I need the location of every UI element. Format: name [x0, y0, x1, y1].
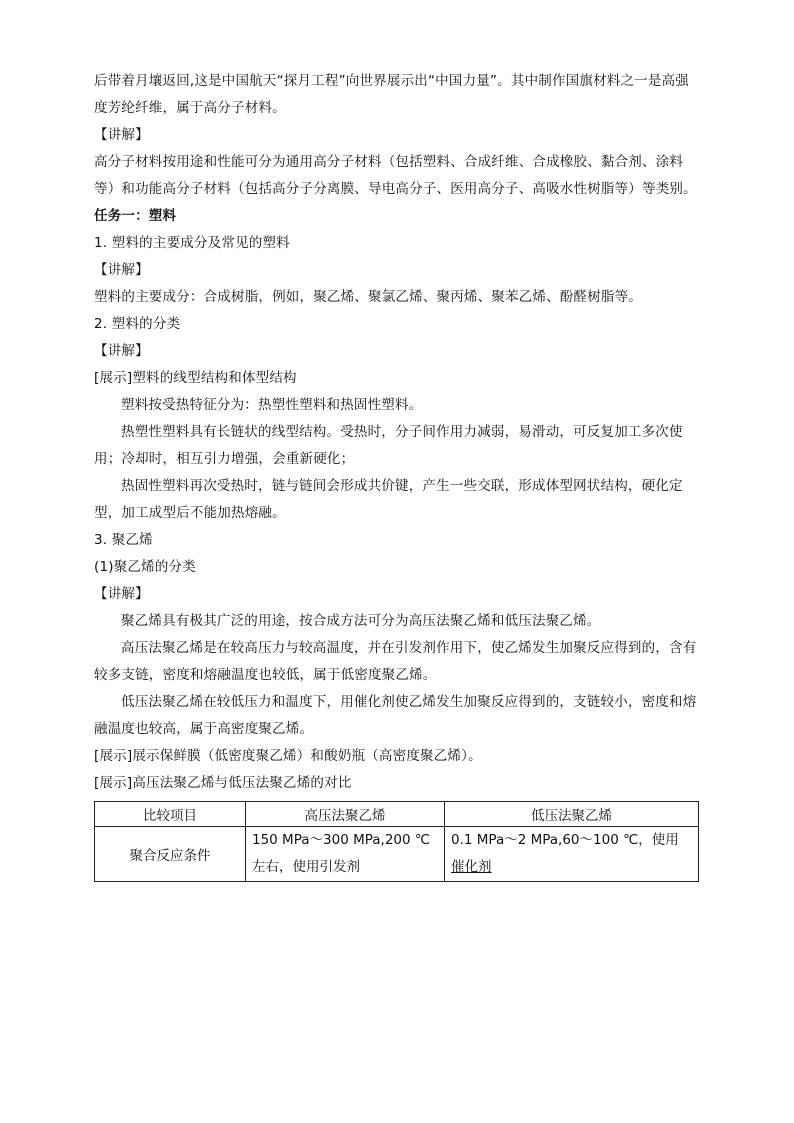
intro-line-1: 后带着月壤返回,这是中国航天“探月工程”向世界展示出“中国力量”。其中制作国旗材料之一是高强: [94, 73, 689, 89]
paragraph: 高分子材料按用途和性能可分为通用高分子材料（包括塑料、合成纤维、合成橡胶、黏合剂、涂料等）和功能高分子材料（包括高分子分离膜、导电高分子、医用高分子、高吸水性树脂等）等类别。: [94, 154, 697, 197]
comparison-table: [94, 801, 699, 882]
intro-line-2: 度芳纶纤维，属于高分子材料。: [94, 100, 286, 116]
table-row: [95, 827, 699, 882]
subsection-subtitle: (1)聚乙烯的分类: [94, 559, 196, 575]
table-header-cell: 比较项目: [95, 802, 246, 827]
document-page: [94, 68, 700, 882]
table-header-cell: 高压法聚乙烯: [246, 802, 445, 827]
subsection-title: 2. 塑料的分类: [94, 316, 181, 332]
section-heading: 【讲解】: [94, 127, 149, 143]
cell-text: 0.1 MPa～2 MPa,60～100 ℃，使用: [451, 832, 679, 848]
subsection-title: 3. 聚乙烯: [94, 532, 153, 548]
paragraph: 热固性塑料再次受热时，链与链间会形成共价键，产生一些交联，形成体型网状结构，硬化定型，加工成型后不能加热熔融。: [94, 478, 683, 521]
paragraph: 低压法聚乙烯在较低压力和温度下，用催化剂使乙烯发生加聚反应得到的，支链较小，密度和熔融温度也较高，属于高密度聚乙烯。: [94, 694, 697, 737]
paragraph: 塑料按受热特征分为：热塑性塑料和热固性塑料。: [121, 397, 423, 413]
paragraph: 高压法聚乙烯是在较高压力与较高温度，并在引发剂作用下，使乙烯发生加聚反应得到的，含有较多支链，密度和熔融温度也较低，属于低密度聚乙烯。: [94, 640, 697, 683]
underlined-term: 催化剂: [451, 859, 492, 875]
show-note: [展示]高压法聚乙烯与低压法聚乙烯的对比: [94, 775, 352, 791]
table-cell: 聚合反应条件: [95, 827, 246, 882]
section-heading: 【讲解】: [94, 262, 149, 278]
paragraph: 塑料的主要成分：合成树脂，例如，聚乙烯、聚氯乙烯、聚丙烯、聚苯乙烯、酚醛树脂等。: [94, 289, 642, 305]
table-header-cell: 低压法聚乙烯: [445, 802, 699, 827]
paragraph: 热塑性塑料具有长链状的线型结构。受热时，分子间作用力减弱，易滑动，可反复加工多次使用；冷却时，相互引力增强，会重新硬化；: [94, 424, 683, 467]
table-cell: [445, 827, 699, 882]
table-cell: 150 MPa～300 MPa,200 ℃左右，使用引发剂: [246, 827, 445, 882]
show-note: [展示]展示保鲜膜（低密度聚乙烯）和酸奶瓶（高密度聚乙烯）。: [94, 748, 482, 764]
paragraph: 聚乙烯具有极其广泛的用途，按合成方法可分为高压法聚乙烯和低压法聚乙烯。: [121, 613, 601, 629]
show-note: [展示]塑料的线型结构和体型结构: [94, 370, 297, 386]
section-heading: 【讲解】: [94, 343, 149, 359]
section-heading: 【讲解】: [94, 586, 149, 602]
table-header-row: [95, 802, 699, 827]
task-title: 任务一：塑料: [94, 208, 177, 224]
subsection-title: 1. 塑料的主要成分及常见的塑料: [94, 235, 290, 251]
